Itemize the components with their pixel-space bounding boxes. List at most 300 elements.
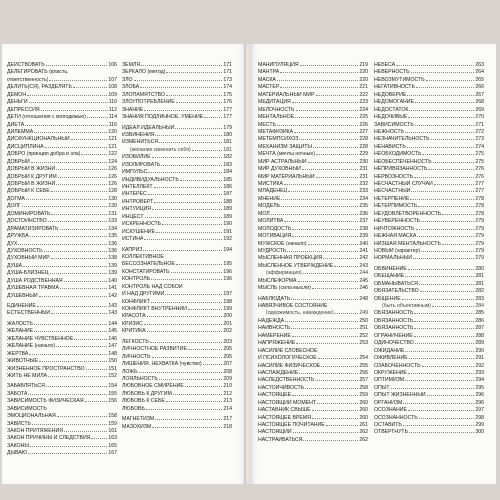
page-number: 188 xyxy=(223,198,232,205)
index-entry xyxy=(374,377,484,384)
dot-leader xyxy=(188,348,222,350)
page-number: 163 xyxy=(108,435,117,442)
index-term: НЕНАВИСТЬ xyxy=(374,143,406,150)
page-number: 295 xyxy=(475,384,484,391)
dot-leader xyxy=(414,320,474,322)
page-number: 126 xyxy=(108,173,117,180)
index-entry xyxy=(122,169,232,176)
page-number: 253 xyxy=(359,340,368,347)
page-number: 279 xyxy=(475,247,484,254)
index-term: ИДЕАЛ ИДЕАЛЬНЫЙ xyxy=(122,124,175,131)
page-number: 226 xyxy=(359,121,368,128)
page-number: 183 xyxy=(223,161,232,168)
page-number: 146 xyxy=(108,335,117,342)
index-term: БЕССОЗНАТЕЛЬНОЕ xyxy=(122,261,175,268)
index-term: ИНТУИЦИЯ xyxy=(122,206,151,213)
dot-leader xyxy=(50,272,108,274)
dot-leader xyxy=(312,287,358,289)
index-term: НОВЫЙ (характер) xyxy=(374,247,421,254)
dot-leader xyxy=(152,426,222,428)
page-number: 197 xyxy=(223,291,232,298)
page-number: 177 xyxy=(223,114,232,121)
dot-leader xyxy=(29,101,108,103)
index-entry xyxy=(7,218,117,225)
dot-leader xyxy=(25,124,108,126)
page-number: 267 xyxy=(475,91,484,98)
index-term: ОБЯЗАННОСТЬ xyxy=(374,310,414,317)
page-number: 279 xyxy=(475,225,484,232)
index-term: МАТЕРИАЛЬНЫЙ МИР xyxy=(258,91,315,98)
dot-leader xyxy=(296,342,358,344)
index-column-3 xyxy=(258,62,368,444)
dot-leader xyxy=(391,387,475,389)
index-entry xyxy=(7,391,117,398)
dot-leader xyxy=(148,171,222,173)
dot-leader xyxy=(415,124,475,126)
dot-leader xyxy=(284,220,358,222)
dot-leader xyxy=(176,263,222,265)
page-number: 171 xyxy=(223,69,232,76)
index-term: КОНФЛИКТ ВНУТРЕННИЙ xyxy=(122,306,187,312)
index-entry xyxy=(7,255,117,262)
page-number: 266 xyxy=(475,84,484,91)
dot-leader xyxy=(27,94,107,96)
index-entry xyxy=(7,211,117,218)
dot-leader xyxy=(45,146,108,148)
page-number: 143 xyxy=(108,303,117,309)
dot-leader xyxy=(192,149,223,151)
index-term: ДУША РОДСТВЕННАЯ xyxy=(7,277,63,284)
page-number: 159 xyxy=(108,420,117,427)
index-entry xyxy=(374,226,484,233)
index-entry xyxy=(258,203,368,210)
dot-leader xyxy=(152,208,222,210)
dot-leader xyxy=(26,198,107,200)
index-term: НЕУДОВЛЕТВОРЕННОСТЬ xyxy=(374,210,442,217)
page-number: 150 xyxy=(108,358,117,365)
index-term: НЕВОЗМУТИМОСТЬ xyxy=(374,76,425,83)
page-number: 140 xyxy=(108,277,117,284)
dot-leader xyxy=(431,138,475,140)
index-entry xyxy=(122,328,232,335)
page-number: 133 xyxy=(108,218,117,225)
index-term: НАБЛЮДАТЬ xyxy=(258,295,291,302)
dot-leader xyxy=(422,153,474,155)
index-entry xyxy=(7,336,117,343)
index-term: ДОГМА xyxy=(7,195,26,202)
index-term: ОБМАНЫВАТЬСЯ xyxy=(374,280,418,287)
page-number: 251 xyxy=(359,325,368,332)
index-term: МОЛ xyxy=(258,210,270,217)
page-number: 126 xyxy=(108,166,117,173)
page-number: 154 xyxy=(108,383,117,390)
index-term: ОРГАНИЗМ xyxy=(374,399,403,406)
dot-leader xyxy=(298,280,359,282)
page-number: 181 xyxy=(223,139,232,146)
index-term: ЖИЗНЕННОЕ ПРОСТРАНСТВО xyxy=(7,365,85,372)
index-term: ДЕЛЕГИРОВАТЬ (власть, xyxy=(7,69,69,76)
index-term: ОБВИНЕНИЕ xyxy=(374,265,407,272)
page-number: 258 xyxy=(359,384,368,391)
index-entry xyxy=(7,413,117,420)
index-term: ЛОЯЛЬНОСТЬ xyxy=(122,375,158,382)
page-number: 288 xyxy=(475,332,484,339)
index-entry xyxy=(7,99,117,106)
index-entry xyxy=(374,233,484,240)
dot-leader xyxy=(409,109,474,111)
page-number: 236 xyxy=(359,210,368,217)
page-number: 107 xyxy=(108,76,117,83)
dot-leader xyxy=(173,393,223,395)
index-term: ЗАКОН ПРИЧИНЫ И СЛЕДСТВИЯ xyxy=(7,435,91,442)
index-term: НЕЖНОСТЬ xyxy=(374,128,404,135)
index-term: ДИЛЕММА xyxy=(7,128,34,135)
left-page xyxy=(2,44,246,484)
index-term: ЕДИНЕНИЕ xyxy=(7,303,36,309)
index-entry xyxy=(7,203,117,210)
dot-leader xyxy=(300,64,359,66)
index-term: ДЕМОН xyxy=(7,91,27,98)
index-term: ДЕЙСТВОВАТЬ xyxy=(7,62,45,68)
index-entry xyxy=(258,159,368,166)
page-number: 109 xyxy=(108,91,117,98)
index-term: НЕТЕРПИМОСТЬ xyxy=(374,203,418,210)
index-entry xyxy=(374,273,484,280)
index-entry xyxy=(258,174,368,181)
index-entry xyxy=(122,214,232,221)
page-number: 201 xyxy=(223,320,232,327)
dot-leader xyxy=(150,341,223,343)
index-term: КОНТРОЛЬ НАД СОБОЙ xyxy=(122,283,183,290)
page-number: 241 xyxy=(359,247,368,254)
index-entry xyxy=(374,348,484,355)
index-entry xyxy=(7,406,117,413)
index-term: НАСТОЙЧИВОСТЬ xyxy=(258,384,305,391)
page-number: 114 xyxy=(108,114,117,121)
index-term: ИМПУЛЬС xyxy=(122,169,148,176)
dot-leader xyxy=(293,431,359,433)
index-entry xyxy=(7,366,117,373)
index-term: (желание изменить себя) xyxy=(130,146,191,153)
index-term: МЕДИТАЦИЯ xyxy=(258,99,291,106)
index-term: ЗАВИСТЬ xyxy=(7,420,31,427)
index-term: ЗНАНИЕ xyxy=(122,106,144,113)
page-number: 231 xyxy=(359,173,368,180)
index-entry xyxy=(374,92,484,99)
index-entry xyxy=(374,241,484,248)
index-term: НАПРЯЖЕНИЕ xyxy=(258,340,296,347)
index-entry xyxy=(258,107,368,114)
dot-leader xyxy=(32,423,107,425)
page-number: 270 xyxy=(475,114,484,121)
index-term: ЖЕЛАНИЕ ЧУВСТВЕННОЕ xyxy=(7,335,74,342)
page-number: 244 xyxy=(359,270,368,277)
page-number: 257 xyxy=(359,377,368,384)
index-entry xyxy=(7,373,117,380)
page-number: 165 xyxy=(108,442,117,449)
index-term: ЛЕГКОСТЬ xyxy=(122,338,149,345)
index-term: МЕТЕМПСИХОЗ xyxy=(258,136,299,143)
index-entry xyxy=(122,92,232,99)
dot-leader xyxy=(292,335,359,337)
index-term: МНЕНИЕ xyxy=(258,195,281,202)
index-term: ЕСТЕСТВЕННЫЙ xyxy=(7,310,51,317)
index-entry xyxy=(374,62,484,69)
page-number: 182 xyxy=(223,154,232,161)
index-entry xyxy=(374,325,484,332)
page-number: 203 xyxy=(223,338,232,345)
index-term: НАДЕЖДА xyxy=(258,317,285,324)
index-term: ДУШЕВНАЯ ТРАВМА xyxy=(7,285,59,292)
index-entry xyxy=(374,370,484,377)
page-number: 298 xyxy=(475,414,484,421)
index-entry xyxy=(258,69,368,76)
dot-leader xyxy=(414,312,474,314)
page-number: 106 xyxy=(108,62,117,68)
page-number: 199 xyxy=(223,306,232,312)
index-entry xyxy=(122,77,232,84)
page-number: 184 xyxy=(223,169,232,176)
index-entry xyxy=(258,233,368,240)
index-term: ИЗОБИЛИЕ xyxy=(122,154,151,161)
dot-leader xyxy=(144,109,222,111)
page-number: 268 xyxy=(475,99,484,106)
dot-leader xyxy=(419,417,475,419)
dot-leader xyxy=(408,372,474,374)
index-term: ЗАВИСИМОСТЬ xyxy=(7,405,47,412)
dot-leader xyxy=(144,238,222,240)
dot-leader xyxy=(280,86,358,88)
page-number: 276 xyxy=(475,166,484,173)
index-term: ИЗОЛИРОВАТЬ xyxy=(122,161,161,168)
index-entry xyxy=(258,400,368,407)
index-term: ОБЕЩАНИЕ xyxy=(374,273,405,280)
index-entry xyxy=(122,236,232,243)
index-term: ОГРАНИЧЕНИЕ xyxy=(374,332,413,339)
dot-leader xyxy=(37,305,108,307)
dot-leader xyxy=(162,223,222,225)
index-term: ОПЫТ ЖИЗНЕННЫЙ xyxy=(374,392,426,399)
dot-leader xyxy=(413,257,474,259)
dot-leader xyxy=(166,400,222,402)
index-term: ОБЩЕНИЕ xyxy=(374,295,401,302)
index-entry xyxy=(258,392,368,399)
index-term: ДИСФУНКЦИОНАЛЬНЫЙ xyxy=(7,136,70,143)
index-entry xyxy=(122,391,232,398)
page-number: 279 xyxy=(475,218,484,225)
index-entry xyxy=(258,377,368,384)
page-number: 242 xyxy=(359,255,368,262)
page-number: 155 xyxy=(108,390,117,397)
index-term: ДУША-БЛИЗНЕЦ xyxy=(7,270,49,277)
dot-leader xyxy=(85,400,108,402)
index-entry xyxy=(374,136,484,143)
page-number: 214 xyxy=(223,405,232,412)
page-number: 275 xyxy=(475,151,484,158)
page-number: 279 xyxy=(475,255,484,262)
index-entry xyxy=(7,421,117,428)
page-number: 180 xyxy=(223,131,232,138)
page-number: 177 xyxy=(223,106,232,113)
index-entry xyxy=(374,303,484,310)
index-term: НЕТЕРПЕНИЕ xyxy=(374,195,410,202)
index-term: ДОБРЫЙ К СЕБЕ xyxy=(7,188,50,195)
dot-leader xyxy=(51,213,107,215)
index-entry xyxy=(374,218,484,225)
index-term: ДИЕТА xyxy=(7,121,25,128)
index-term: НЕДОВЕРИЕ xyxy=(374,91,407,98)
index-term: ОБЯЗАННОСТЬ xyxy=(374,317,414,324)
index-entry xyxy=(7,428,117,435)
index-entry xyxy=(122,154,232,161)
dot-leader xyxy=(281,198,358,200)
page-number: 221 xyxy=(359,84,368,91)
index-entry xyxy=(258,348,368,355)
page-number: 217 xyxy=(223,416,232,423)
index-term: ДУША xyxy=(7,262,23,269)
index-entry xyxy=(122,139,232,146)
dot-leader xyxy=(148,193,223,195)
page-number: 261 xyxy=(359,422,368,428)
index-entry xyxy=(258,77,368,84)
index-entry xyxy=(374,203,484,210)
index-term: ЗНАНИЯ ПОДЛИННОЕ, УМЕНИЕ xyxy=(122,114,204,121)
index-term: КРАСОТА xyxy=(122,313,146,320)
index-term: НАСЛАЖДЕНИЕ xyxy=(258,369,299,376)
page-number: 130 xyxy=(108,195,117,202)
index-entry xyxy=(122,269,232,276)
index-entry xyxy=(7,226,117,233)
index-entry xyxy=(122,221,232,228)
page-number: 200 xyxy=(223,313,232,320)
dot-leader xyxy=(134,79,223,81)
page-number: 198 xyxy=(223,298,232,305)
index-entry xyxy=(374,407,484,414)
dot-leader xyxy=(166,71,222,73)
index-term: МУДРОСТЬ xyxy=(258,247,287,254)
index-entry xyxy=(7,303,117,310)
index-entry xyxy=(374,422,484,429)
dot-leader xyxy=(318,357,359,359)
index-term: ДЕЛИТЬ(СЯ), РАЗДЕЛЯТЬ xyxy=(7,84,72,91)
page-number: 213 xyxy=(223,398,232,405)
index-term: МУЖСКОЕ (начало) xyxy=(258,240,307,247)
index-entry xyxy=(258,211,368,218)
index-term: ЭМОЦИОНАЛЬНАЯ xyxy=(7,413,56,420)
dot-leader xyxy=(156,231,222,233)
dot-leader xyxy=(154,201,222,203)
index-term: ДОМИНИРОВАТЬ xyxy=(7,210,51,217)
page-number: 126 xyxy=(108,181,117,187)
page-number: 173 xyxy=(223,76,232,83)
index-term: ЛИЧНОСТНОЕ РАЗВИТИЕ xyxy=(122,346,187,353)
dot-leader xyxy=(81,153,107,155)
index-entry xyxy=(374,296,484,303)
page-number: 254 xyxy=(359,355,368,362)
dot-leader xyxy=(323,257,358,259)
dot-leader xyxy=(335,312,359,314)
page-number: 143 xyxy=(108,310,117,317)
index-term: ИНТЕЛЛЕКТ xyxy=(122,184,153,190)
index-term: МИР МАТЕРИАЛЬНЫЙ xyxy=(258,173,315,180)
dot-leader xyxy=(321,365,358,367)
page-number: 152 xyxy=(108,372,117,379)
page-number: 263 xyxy=(475,62,484,68)
right-page xyxy=(250,44,496,484)
dot-leader xyxy=(22,205,108,207)
page-number: 195 xyxy=(223,261,232,268)
dot-leader xyxy=(308,243,359,245)
page-number: 296 xyxy=(475,399,484,406)
index-entry xyxy=(122,184,232,191)
index-entry xyxy=(258,99,368,106)
index-term: (аффирмация) xyxy=(266,270,302,277)
index-term: ЛЮБОВНОЕ СМИРЕНИЕ xyxy=(122,383,184,390)
dot-leader xyxy=(403,424,475,426)
index-term: НАСТОЯЩЕЕ ВРЕМЯ xyxy=(258,414,311,421)
page-number: 158 xyxy=(108,413,117,420)
dot-leader xyxy=(145,216,223,218)
index-entry xyxy=(7,263,117,270)
index-entry xyxy=(122,284,232,291)
page-number: 274 xyxy=(475,143,484,150)
page-number: 220 xyxy=(359,69,368,76)
page-number: 281 xyxy=(475,280,484,287)
dot-leader xyxy=(407,94,474,96)
index-term: ИЗВИНЕНИЯ xyxy=(122,131,155,138)
index-term: МЫСЛЕФОРМА xyxy=(258,277,297,284)
page-number: 297 xyxy=(475,407,484,414)
page-number: 284 xyxy=(475,303,484,309)
dot-leader xyxy=(151,301,223,303)
index-term: КАПРИЗ xyxy=(122,246,143,253)
dot-leader xyxy=(203,363,223,365)
page-number: 176 xyxy=(223,99,232,106)
index-entry xyxy=(374,255,484,262)
index-entry xyxy=(374,188,484,195)
dot-leader xyxy=(151,278,222,280)
index-term: ДОБРО (принцип добра и зла) xyxy=(7,151,81,158)
page-number: 264 xyxy=(475,69,484,76)
dot-leader xyxy=(60,287,107,289)
page-number: 232 xyxy=(359,181,368,187)
index-entry xyxy=(7,450,117,457)
index-term: МОЛИТВА xyxy=(258,218,284,225)
index-entry xyxy=(374,310,484,317)
dot-leader xyxy=(155,134,222,136)
dot-leader xyxy=(295,116,358,118)
dot-leader xyxy=(154,186,223,188)
index-term: НЕУВЕРЕННОСТЬ xyxy=(374,218,421,225)
index-term: МАЗОХИЗМ xyxy=(122,423,152,430)
index-entry xyxy=(122,321,232,328)
index-entry xyxy=(7,358,117,365)
index-term: НЕСЧАСТНЫЙ СЛУЧАЙ xyxy=(374,181,433,187)
dot-leader xyxy=(188,308,223,310)
index-term: ОТВЕРГНУТЬ xyxy=(374,429,409,436)
index-entry xyxy=(374,174,484,181)
page-number: 196 xyxy=(223,268,232,275)
dot-leader xyxy=(140,86,222,88)
page-number: 246 xyxy=(359,285,368,292)
index-entry xyxy=(258,340,368,347)
page-number: 273 xyxy=(475,136,484,143)
dot-leader xyxy=(315,379,358,381)
index-entry xyxy=(374,400,484,407)
page-number: 141 xyxy=(108,285,117,292)
index-term: ДИСЦИПЛИНА xyxy=(7,143,44,150)
dot-leader xyxy=(407,146,475,148)
